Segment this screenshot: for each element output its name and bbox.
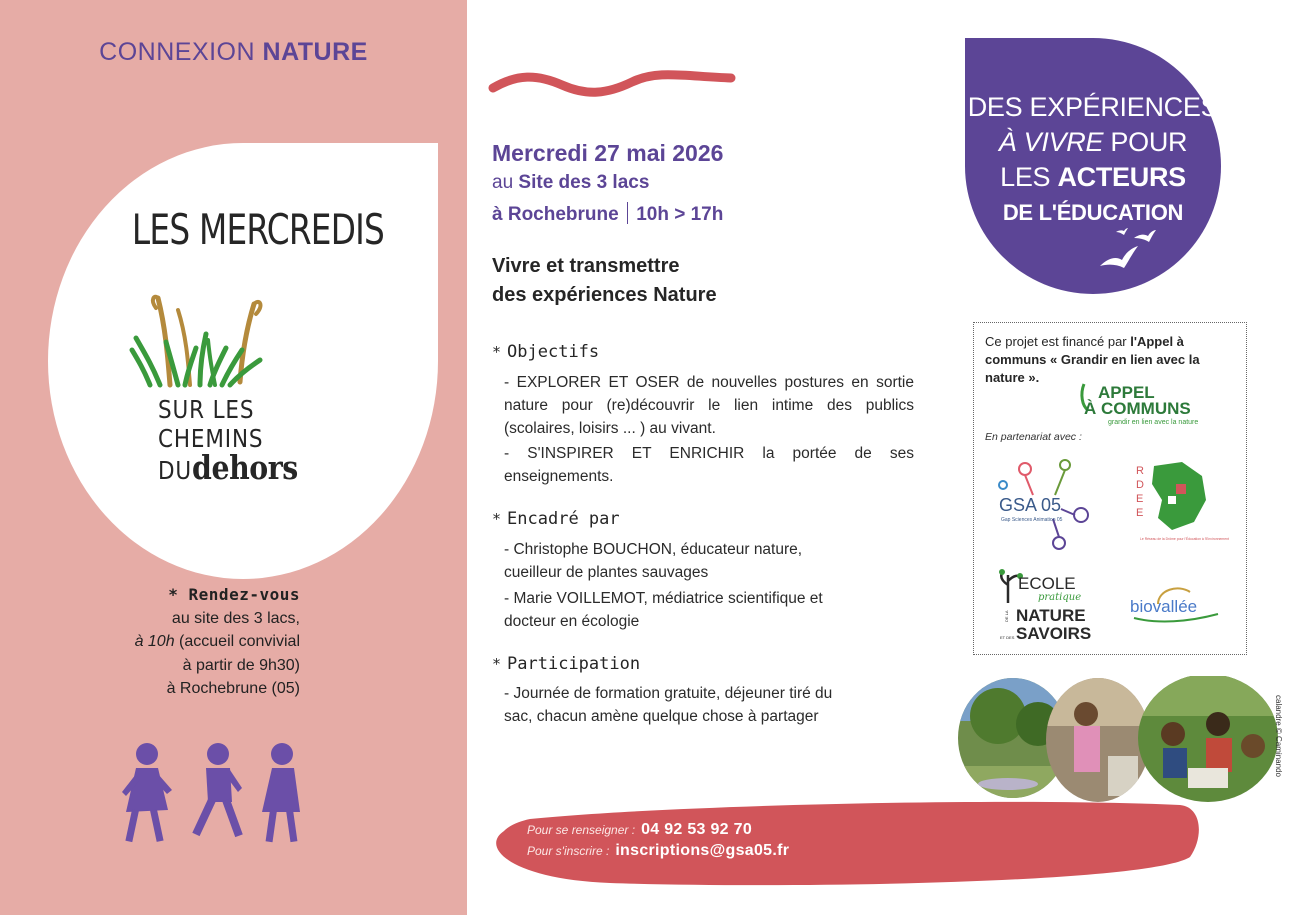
rendezvous-line-1: au site des 3 lacs,: [171, 609, 300, 627]
encadre-heading-text: Encadré par: [507, 509, 620, 529]
event-site: [492, 172, 649, 194]
rdee-letter-e2: E: [1136, 507, 1144, 519]
event-tagline: [492, 252, 717, 310]
rendezvous-line-3: à partir de 9h30): [182, 656, 300, 674]
ecole-nature-savoirs-logo: [998, 567, 1108, 647]
participation-heading: * Participation: [492, 654, 641, 674]
title-line-2: CHEMINS: [158, 424, 264, 453]
ecole-nature: NATURE: [1016, 606, 1086, 625]
appel-line-2: À COMMUNS: [1084, 399, 1191, 418]
headline: [965, 90, 1221, 230]
title-line-3-prefix: DU: [158, 456, 193, 485]
biovallee-logo: [1128, 580, 1228, 625]
appel-sub: grandir en lien avec la nature: [1108, 419, 1199, 426]
event-hours: 10h > 17h: [636, 204, 724, 225]
rdee-sub: Le Réseau de la Drôme pour l'Éducation à l'Environnement: [1140, 537, 1229, 541]
participation-heading-text: Participation: [507, 654, 641, 674]
photo-kids-group: [1128, 676, 1288, 806]
grass-illustration-icon: [130, 290, 270, 390]
participation-item-1-line-b: sac, chacun amène quelque chose à partager: [504, 708, 819, 725]
ecole-pratique: pratique: [1038, 592, 1082, 603]
event-place-hours: [492, 202, 723, 226]
encadre-item-1: [504, 538, 914, 584]
series-label-bold: NATURE: [262, 38, 368, 66]
contact-phone-line: [527, 821, 752, 839]
appel-line-1: APPEL: [1098, 383, 1155, 402]
title-dehors: dehors: [192, 448, 298, 487]
biovallee-word: biovallée: [1130, 597, 1198, 616]
rdee-letter-d: D: [1136, 479, 1144, 491]
encadre-item-2-line-a: - Marie VOILLEMOT, médiatrice scientifique et: [504, 590, 823, 607]
participation-item-1-line-a: - Journée de formation gratuite, déjeuner tiré du: [504, 685, 833, 702]
event-place: à Rochebrune: [492, 204, 619, 225]
objectifs-item-2: - S'INSPIRER ET ENRICHIR la portée de ses enseignements.: [504, 445, 914, 485]
photo-credit-text: calandre © Caminando: [1274, 695, 1283, 777]
headline-line-3: [965, 160, 1221, 195]
objectifs-heading: * Objectifs: [492, 342, 600, 362]
encadre-item-2-line-b: docteur en écologie: [504, 613, 640, 630]
separator: [627, 202, 629, 224]
rendezvous-heading: * Rendez-vous: [168, 585, 300, 604]
encadre-item-1-line-b: cueilleur de plantes sauvages: [504, 564, 709, 581]
headline-acteurs: ACTEURS: [1057, 162, 1186, 192]
rendezvous-line-2: [135, 630, 300, 654]
event-date: Mercredi 27 mai 2026: [492, 140, 724, 166]
event-series-title: [158, 395, 321, 485]
participation-item-1: [504, 682, 914, 728]
headline-line-1: DES EXPÉRIENCES: [967, 92, 1219, 122]
ecole-et-des: ET DES: [1000, 635, 1015, 640]
gsa05-logo: [985, 455, 1095, 555]
contact-email[interactable]: inscriptions@gsa05.fr: [615, 842, 790, 859]
funding-text-prefix: Ce projet est financé par: [985, 334, 1131, 349]
photo-collage: [958, 676, 1278, 806]
gsa-name: GSA 05: [999, 495, 1062, 515]
ecole-word: ECOLE: [1018, 574, 1076, 593]
ecole-de-la: DE LA: [1004, 610, 1009, 622]
rendezvous-line-2-rest: (accueil convivial: [174, 633, 300, 650]
encadre-item-1-line-a: - Christophe BOUCHON, éducateur nature,: [504, 541, 803, 558]
tagline-line-2: des expériences Nature: [492, 284, 717, 306]
birds-icon: [1098, 222, 1158, 277]
contact-register-label: Pour s'inscrire :: [527, 844, 610, 858]
photo-credit: [1271, 695, 1291, 815]
mercredis-title: LES MERCREDIS: [131, 205, 385, 254]
children-silhouettes-icon: [112, 740, 312, 850]
headline-line-3-prefix: LES: [1000, 162, 1058, 192]
appel-a-communs-logo: [1078, 380, 1218, 428]
headline-a-vivre: À VIVRE: [998, 127, 1104, 157]
funding-text: [985, 333, 1235, 387]
series-label: [0, 38, 467, 67]
objectifs-item-1: - EXPLORER ET OSER de nouvelles postures en sortie nature pour (re)découvrir le lien intime des publics (scolaires, loisirs ... ) au vivant.: [504, 374, 914, 437]
contact-info-label: Pour se renseigner :: [527, 823, 636, 837]
rendezvous-heading-text: Rendez-vous: [188, 585, 300, 604]
rdee-letter-e1: E: [1136, 493, 1144, 505]
event-site-prefix: au: [492, 172, 519, 193]
rendezvous-line-4: à Rochebrune (05): [166, 680, 300, 697]
funding-text-bold: l'Appel à communs « Grandir en lien avec la nature ».: [985, 334, 1200, 385]
headline-line-2: [965, 125, 1221, 160]
rendezvous-time: à 10h: [134, 633, 175, 650]
objectifs-heading-text: Objectifs: [507, 342, 600, 362]
title-line-3: [158, 448, 298, 487]
event-site-name: Site des 3 lacs: [518, 172, 650, 193]
tagline-line-1: Vivre et transmettre: [492, 255, 680, 277]
series-label-light: CONNEXION: [99, 38, 263, 66]
gsa-sub: Gap Sciences Animation 05: [1001, 517, 1063, 523]
title-line-1: SUR LES: [158, 395, 255, 424]
encadre-heading: * Encadré par: [492, 509, 620, 529]
ecole-savoirs: SAVOIRS: [1016, 624, 1092, 643]
contact-phone[interactable]: 04 92 53 92 70: [641, 821, 753, 838]
rdee-letter-r: R: [1136, 465, 1144, 477]
rendezvous-block: [135, 583, 300, 701]
encadre-item-2: [504, 587, 914, 633]
rdee-logo: [1132, 460, 1229, 550]
contact-email-line: [527, 842, 789, 860]
partner-label: En partenariat avec :: [985, 431, 1082, 443]
headline-line-2-rest: POUR: [1103, 127, 1188, 157]
headline-line-4: DE L'ÉDUCATION: [1002, 200, 1184, 225]
decorative-wave-icon: [487, 70, 737, 100]
